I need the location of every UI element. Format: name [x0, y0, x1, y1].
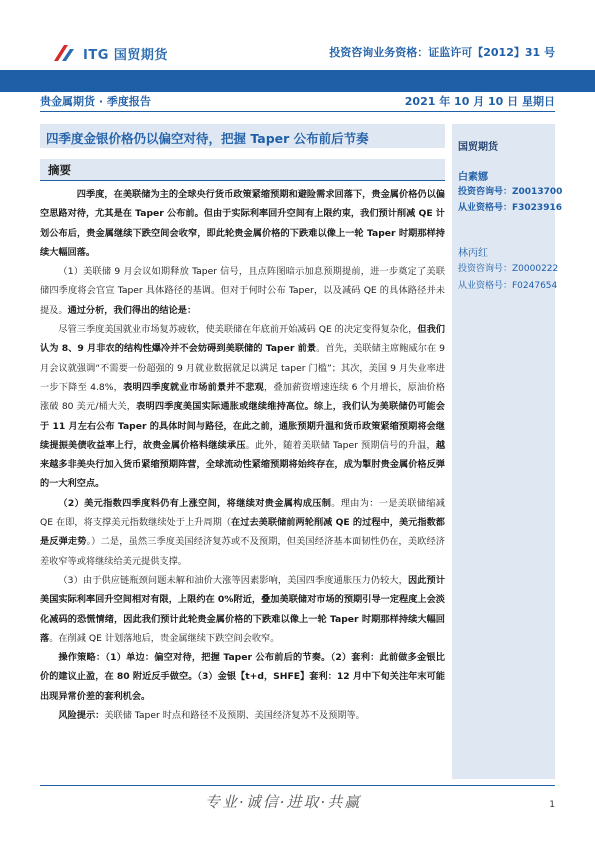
analyst-1-cert: 投资咨询号：Z0013700	[458, 187, 563, 197]
report-title-bar	[40, 124, 445, 148]
abstract-heading: 摘要	[48, 163, 71, 177]
paragraph-point-2: （2）美元指数四季度料仍有上涨空间，将继续对贵金属构成压制。理由为：一是美联储缩减 QE 在即，将支撑美元指数继续处于上升周期（在过去美联储前两轮削减 QE 的过程中，美元指数都是反弹走势。）二是，虽然三季度美国经济复苏或不及预期，但美国经济基本面韧性仍在，美欧经济差收窄等或将继续给美元提供支撑。	[40, 497, 445, 567]
analyst-2-cert: 投资咨询号：Z0000222	[458, 264, 559, 274]
header-band	[0, 70, 595, 92]
paragraph-point-3: （3）由于供应链瓶颈问题未解和油价大涨等因素影响，美国四季度通胀压力仍较大，因此预计美国实际利率回升空间相对有限，上限约在 0%附近，叠加美联储对市场的预期引导一定程度上会淡化减码的恐慌情绪，因此我们预计此轮贵金属价格的下跌难以像上一轮 Taper 时期那样持续大幅回落。在削减 QE 计划落地后，贵金属继续下跌空间会收窄。	[40, 574, 446, 644]
report-type: 贵金属期货 · 季度报告	[40, 95, 151, 108]
company-logo	[50, 42, 168, 64]
footer-slogan: 专业·诚信·进取·共赢	[205, 793, 362, 811]
analyst-1-qual: 从业资格号：F3023916	[458, 203, 562, 213]
paragraph-point-1: （1）美联储 9 月会议如期释放 Taper 信号，且点阵图暗示加息预期提前，进一步奠定了美联储四季度将会官宣 Taper 具体路径的基调。但对于何时公布 Taper，以及减码 QE 的具体路径并未提及。通过分析，我们得出的结论是：	[40, 266, 445, 316]
logo-text: ITG 国贸期货	[83, 47, 168, 63]
paragraph-risk: 风险提示：美联储 Taper 时点和路径不及预期、美国经济复苏不及预期等。	[58, 710, 365, 722]
sidebar-company: 国贸期货	[458, 142, 498, 153]
report-title: 四季度金银价格仍以偏空对待，把握 Taper 公布前后节奏	[46, 131, 369, 146]
abstract-heading-bar	[40, 159, 445, 181]
analyst-1-name: 白素娜	[458, 172, 488, 183]
abstract-body	[40, 185, 445, 725]
paragraph-summary: 四季度，在美联储为主的全球央行货币政策紧缩预期和避险需求回落下，贵金属价格仍以偏空思路对待，尤其是在 Taper 公布前。但由于实际利率回升空间有上限约束，我们预计削减 QE 计划公布后，贵金属继续下跌空间会收窄，即此轮贵金属价格的下跌难以像上一轮 Taper 时期那样持续大幅回落。	[40, 189, 445, 258]
paragraph-strategy: 操作策略：（1）单边：偏空对待，把握 Taper 公布前后的节奏。（2）套利：此前做多金银比价的建议止盈，在 80 附近反手做空。（3）金银【t+d，SHFE】套利：12 月中下旬关注年末可能出现异常价差的套利机会。	[40, 652, 445, 702]
analyst-2-name: 林丙红	[458, 248, 488, 259]
footer-divider	[40, 785, 555, 786]
logo-mark-icon	[50, 43, 80, 63]
report-date: 2021 年 10 月 10 日 星期日	[404, 95, 555, 108]
header-divider	[40, 111, 555, 112]
analyst-2-qual: 从业资格号：F0247654	[458, 281, 558, 291]
analyst-sidebar	[452, 124, 563, 779]
license-text: 投资咨询业务资格：证监许可【2012】31 号	[329, 46, 555, 59]
paragraph-employment: 尽管三季度美国就业市场复苏疲软，使美联储在年底前开始减码 QE 的决定变得复杂化，但我们认为 8、9 月非农的结构性爆冷并不会妨碍到美联储的 Taper 前景。首先，美联储主席鲍威尔在 9 月会议就强调“不需要一份超强的 9 月就业数据就足以满足 taper 门槛”；其次，美国 9 月失业率进一步下降至 4.8%，表明四季度就业市场前景并不悲观，叠加薪资增速连续 6 个月增长，原油价格涨破 80 美元/桶大关，表明四季度美国实际通胀或继续维持高位。综上，我们认为美联储仍可能会于 11 月左右公布 Taper 的具体时间与路径，在此之前，通胀预期升温和货币政策紧缩预期将会继续提振美债收益率上行，故贵金属价格料继续承压。此外，随着美联储 Taper 预期信号的升温，越来越多非美央行加入货币紧缩预期阵营，全球流动性紧缩预期将始终存在，成为掣肘贵金属价格反弹的一大利空点。	[40, 324, 446, 490]
page-number: 1	[549, 800, 555, 810]
